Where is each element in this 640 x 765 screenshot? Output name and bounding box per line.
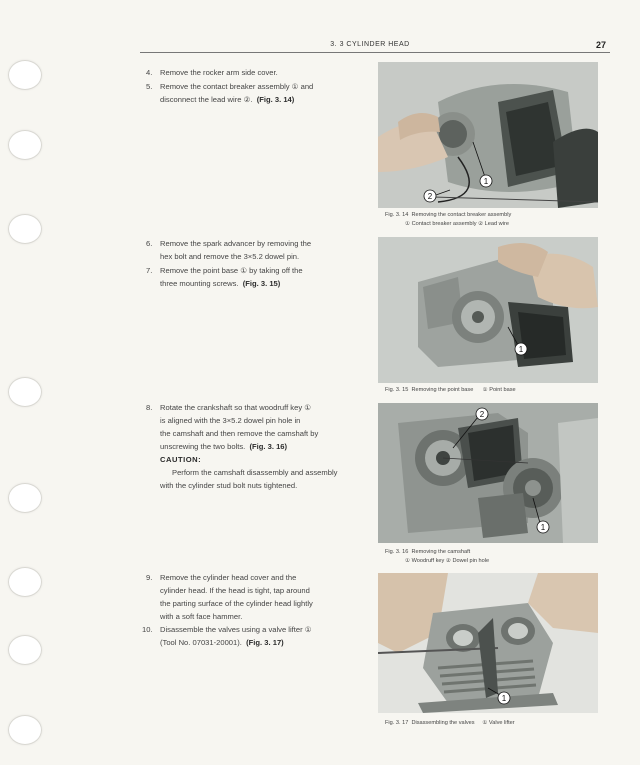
- figure-id: Fig. 3. 16: [385, 549, 409, 555]
- step-number: 8.: [146, 403, 153, 412]
- figure-title: Removing the camshaft: [411, 549, 471, 555]
- step-7: [146, 264, 361, 290]
- figure-title: Disassembling the valves: [411, 720, 475, 726]
- figure-id: Fig. 3. 14: [385, 212, 409, 218]
- binder-hole: [8, 715, 42, 745]
- figure-3-15-caption: [385, 386, 600, 395]
- caution-label: CAUTION:: [160, 455, 202, 464]
- step-text: is aligned with the 3×5.2 dowel pin hole in: [160, 416, 301, 425]
- step-number: 5.: [146, 82, 153, 91]
- step-text: Remove the cylinder head cover and the: [160, 573, 297, 582]
- step-8: [146, 401, 361, 492]
- step-text: with a soft face hammer.: [160, 612, 243, 621]
- step-text: cylinder head. If the head is tight, tap around: [160, 586, 310, 595]
- step-10: [142, 623, 364, 649]
- page-number: 27: [595, 40, 606, 50]
- step-text: (Tool No. 07031-20001).: [160, 638, 242, 647]
- step-text: Disassemble the valves using a valve lifter ①: [160, 625, 312, 634]
- step-text: Remove the rocker arm side cover.: [160, 68, 278, 77]
- figure-3-17-photo: [378, 573, 598, 713]
- figure-reference: (Fig. 3. 17): [246, 638, 284, 647]
- step-number: 7.: [146, 266, 153, 275]
- step-text: Rotate the crankshaft so that woodruff key ①: [160, 403, 312, 412]
- callout-1: 1: [501, 694, 507, 703]
- step-number: 10.: [142, 625, 153, 634]
- step-text: unscrewing the two bolts.: [160, 442, 246, 451]
- binder-hole: [8, 377, 42, 407]
- section-title: 3. 3 CYLINDER HEAD: [330, 41, 410, 48]
- figure-3-15-photo: [378, 237, 598, 383]
- caution-text: with the cylinder stud bolt nuts tightened.: [160, 481, 298, 490]
- figure-reference: (Fig. 3. 14): [256, 95, 295, 104]
- step-text: three mounting screws.: [160, 279, 239, 288]
- step-number: 4.: [146, 68, 153, 77]
- figure-3-14-caption: [385, 211, 600, 229]
- step-text: Remove the contact breaker assembly ① and: [160, 82, 314, 91]
- header-rule: [140, 52, 610, 53]
- binder-hole: [8, 635, 42, 665]
- binder-hole: [8, 60, 42, 90]
- figure-3-14-photo: [378, 62, 598, 208]
- figure-id: Fig. 3. 17: [385, 720, 409, 726]
- callout-1: 1: [540, 523, 546, 532]
- figure-legend: ① Woodruff key ② Dowel pin hole: [405, 558, 490, 564]
- figure-legend: ① Valve lifter: [482, 720, 515, 726]
- step-text: disconnect the lead wire ②.: [160, 95, 253, 104]
- figure-3-16-photo: [378, 403, 598, 543]
- figure-legend: ① Contact breaker assembly ② Lead wire: [405, 221, 509, 227]
- step-text: the parting surface of the cylinder head lightly: [160, 599, 313, 608]
- step-text: Remove the point base ① by taking off the: [160, 266, 303, 275]
- step-number: 6.: [146, 239, 153, 248]
- figure-3-17-caption: [385, 719, 600, 728]
- step-text: the camshaft and then remove the camshaft by: [160, 429, 319, 438]
- callout-1: 1: [518, 345, 524, 354]
- callout-2: 2: [479, 410, 485, 419]
- step-number: 9.: [146, 573, 153, 582]
- binder-hole: [8, 567, 42, 597]
- step-5: [146, 80, 361, 106]
- figure-title: Removing the contact breaker assembly: [411, 212, 512, 218]
- caution-text: Perform the camshaft disassembly and assembly: [172, 468, 338, 477]
- callout-1: 1: [483, 177, 489, 186]
- step-text: hex bolt and remove the 3×5.2 dowel pin.: [160, 252, 300, 261]
- step-9: [146, 571, 361, 623]
- figure-reference: (Fig. 3. 15): [242, 279, 281, 288]
- step-6: [146, 237, 361, 263]
- figure-legend: ① Point base: [482, 387, 516, 393]
- figure-id: Fig. 3. 15: [385, 387, 409, 393]
- binder-hole: [8, 130, 42, 160]
- figure-reference: (Fig. 3. 16): [249, 442, 288, 451]
- binder-hole: [8, 214, 42, 244]
- figure-3-16-caption: [385, 548, 600, 566]
- step-text: Remove the spark advancer by removing the: [160, 239, 312, 248]
- figure-title: Removing the point base: [411, 387, 474, 393]
- step-4: [146, 66, 361, 79]
- callout-2: 2: [427, 192, 433, 201]
- binder-hole: [8, 483, 42, 513]
